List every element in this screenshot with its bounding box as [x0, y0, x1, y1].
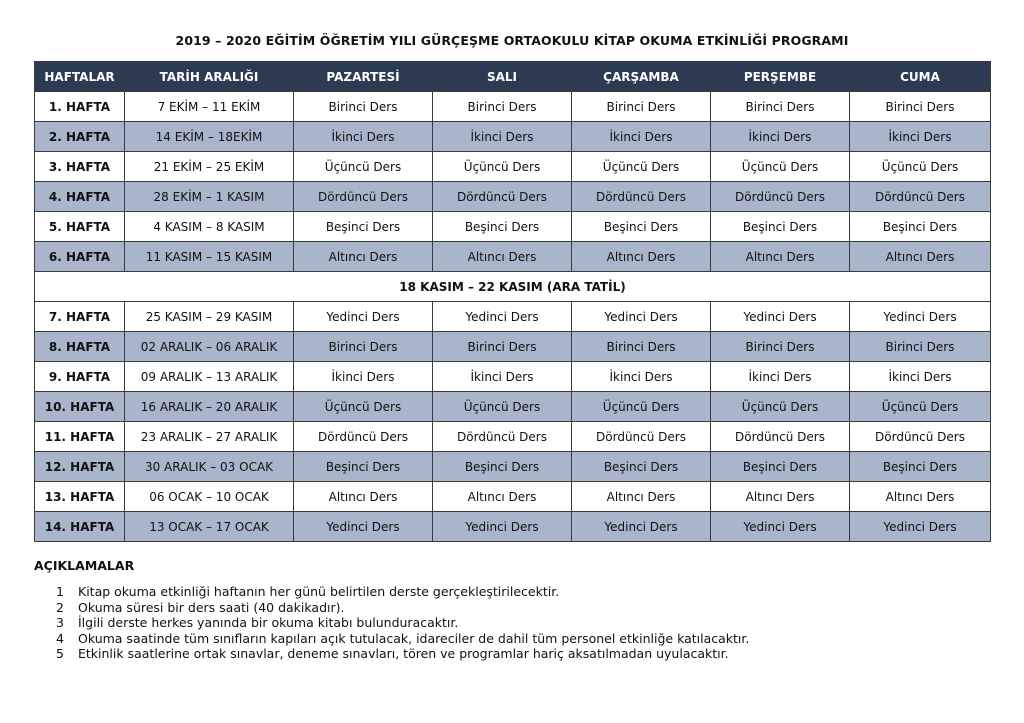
week-cell: 6. HAFTA: [35, 242, 125, 272]
date-range-cell: 02 ARALIK – 06 ARALIK: [125, 332, 294, 362]
date-range-cell: 7 EKİM – 11 EKİM: [125, 92, 294, 122]
table-row: [35, 212, 991, 242]
lesson-cell-monday: Dördüncü Ders: [294, 182, 433, 212]
lesson-cell-monday: Üçüncü Ders: [294, 152, 433, 182]
lesson-cell-wednesday: Üçüncü Ders: [572, 152, 711, 182]
lesson-cell-friday: Altıncı Ders: [850, 242, 991, 272]
table-row: [35, 182, 991, 212]
date-range-cell: 11 KASIM – 15 KASIM: [125, 242, 294, 272]
lesson-cell-wednesday: Birinci Ders: [572, 92, 711, 122]
lesson-cell-thursday: Dördüncü Ders: [711, 182, 850, 212]
column-header-friday: CUMA: [850, 62, 991, 92]
lesson-cell-monday: Beşinci Ders: [294, 212, 433, 242]
week-cell: 7. HAFTA: [35, 302, 125, 332]
lesson-cell-tuesday: Dördüncü Ders: [433, 182, 572, 212]
lesson-cell-monday: Altıncı Ders: [294, 482, 433, 512]
lesson-cell-friday: Yedinci Ders: [850, 512, 991, 542]
week-cell: 12. HAFTA: [35, 452, 125, 482]
column-header-weeks: HAFTALAR: [35, 62, 125, 92]
lesson-cell-tuesday: Beşinci Ders: [433, 452, 572, 482]
lesson-cell-wednesday: Yedinci Ders: [572, 512, 711, 542]
column-header-wednesday: ÇARŞAMBA: [572, 62, 711, 92]
week-cell: 10. HAFTA: [35, 392, 125, 422]
lesson-cell-friday: Üçüncü Ders: [850, 152, 991, 182]
table-row: [35, 422, 991, 452]
schedule-body-after-break: [35, 302, 991, 542]
lesson-cell-wednesday: Yedinci Ders: [572, 302, 711, 332]
lesson-cell-friday: Birinci Ders: [850, 332, 991, 362]
column-header-tuesday: SALI: [433, 62, 572, 92]
date-range-cell: 4 KASIM – 8 KASIM: [125, 212, 294, 242]
schedule-break: [35, 272, 991, 302]
note-text: Kitap okuma etkinliği haftanın her günü belirtilen derste gerçekleştirilecektir.: [78, 584, 560, 599]
date-range-cell: 09 ARALIK – 13 ARALIK: [125, 362, 294, 392]
table-row: [35, 512, 991, 542]
page-title: 2019 – 2020 EĞİTİM ÖĞRETİM YILI GÜRÇEŞME ORTAOKULU KİTAP OKUMA ETKİNLİĞİ PROGRAMI: [175, 33, 849, 48]
table-row: [35, 392, 991, 422]
lesson-cell-thursday: Yedinci Ders: [711, 302, 850, 332]
week-cell: 3. HAFTA: [35, 152, 125, 182]
note-number: 4: [56, 630, 64, 646]
lesson-cell-friday: Beşinci Ders: [850, 452, 991, 482]
lesson-cell-thursday: İkinci Ders: [711, 122, 850, 152]
lesson-cell-tuesday: Beşinci Ders: [433, 212, 572, 242]
week-cell: 1. HAFTA: [35, 92, 125, 122]
lesson-cell-monday: Altıncı Ders: [294, 242, 433, 272]
date-range-cell: 25 KASIM – 29 KASIM: [125, 302, 294, 332]
note-item: [56, 600, 749, 616]
note-item: [56, 584, 749, 600]
table-row: [35, 302, 991, 332]
note-text: Okuma saatinde tüm sınıfların kapıları açık tutulacak, idareciler de dahil tüm personel etkinliğe katılacaktır.: [78, 630, 750, 646]
lesson-cell-thursday: Altıncı Ders: [711, 482, 850, 512]
table-header-row: [35, 62, 991, 92]
lesson-cell-monday: Birinci Ders: [294, 92, 433, 122]
column-header-thursday: PERŞEMBE: [711, 62, 850, 92]
table-row: [35, 362, 991, 392]
lesson-cell-monday: Üçüncü Ders: [294, 392, 433, 422]
lesson-cell-tuesday: Üçüncü Ders: [433, 392, 572, 422]
week-cell: 2. HAFTA: [35, 122, 125, 152]
note-text: İlgili derste herkes yanında bir okuma kitabı bulunduracaktır.: [78, 615, 459, 630]
date-range-cell: 21 EKİM – 25 EKİM: [125, 152, 294, 182]
note-item: [56, 646, 749, 662]
lesson-cell-wednesday: Üçüncü Ders: [572, 392, 711, 422]
week-cell: 5. HAFTA: [35, 212, 125, 242]
lesson-cell-tuesday: Birinci Ders: [433, 332, 572, 362]
lesson-cell-tuesday: Birinci Ders: [433, 92, 572, 122]
date-range-cell: 14 EKİM – 18EKİM: [125, 122, 294, 152]
table-row: [35, 242, 991, 272]
lesson-cell-tuesday: İkinci Ders: [433, 122, 572, 152]
table-row: [35, 92, 991, 122]
lesson-cell-monday: Birinci Ders: [294, 332, 433, 362]
note-number: 5: [56, 646, 64, 661]
lesson-cell-friday: Birinci Ders: [850, 92, 991, 122]
table-row: [35, 332, 991, 362]
week-cell: 9. HAFTA: [35, 362, 125, 392]
lesson-cell-tuesday: Dördüncü Ders: [433, 422, 572, 452]
lesson-cell-friday: Dördüncü Ders: [850, 182, 991, 212]
column-header-dates: TARİH ARALIĞI: [125, 62, 294, 92]
lesson-cell-friday: Altıncı Ders: [850, 482, 991, 512]
note-text: Okuma süresi bir ders saati (40 dakikadır).: [78, 599, 345, 615]
lesson-cell-monday: Beşinci Ders: [294, 452, 433, 482]
date-range-cell: 16 ARALIK – 20 ARALIK: [125, 392, 294, 422]
note-number: 2: [56, 599, 64, 615]
notes-title: AÇIKLAMALAR: [34, 558, 135, 573]
lesson-cell-monday: İkinci Ders: [294, 362, 433, 392]
lesson-cell-friday: Üçüncü Ders: [850, 392, 991, 422]
week-cell: 8. HAFTA: [35, 332, 125, 362]
lesson-cell-wednesday: Beşinci Ders: [572, 212, 711, 242]
week-cell: 4. HAFTA: [35, 182, 125, 212]
lesson-cell-thursday: Beşinci Ders: [711, 212, 850, 242]
table-row: [35, 452, 991, 482]
week-cell: 13. HAFTA: [35, 482, 125, 512]
lesson-cell-friday: İkinci Ders: [850, 362, 991, 392]
lesson-cell-wednesday: Birinci Ders: [572, 332, 711, 362]
lesson-cell-friday: Yedinci Ders: [850, 302, 991, 332]
week-cell: 14. HAFTA: [35, 512, 125, 542]
lesson-cell-thursday: Üçüncü Ders: [711, 152, 850, 182]
lesson-cell-monday: Dördüncü Ders: [294, 422, 433, 452]
date-range-cell: 06 OCAK – 10 OCAK: [125, 482, 294, 512]
lesson-cell-thursday: Yedinci Ders: [711, 512, 850, 542]
schedule-body-before-break: [35, 92, 991, 272]
break-label: 18 KASIM – 22 KASIM (ARA TATİL): [35, 272, 991, 302]
lesson-cell-thursday: Birinci Ders: [711, 332, 850, 362]
lesson-cell-wednesday: Beşinci Ders: [572, 452, 711, 482]
lesson-cell-monday: İkinci Ders: [294, 122, 433, 152]
lesson-cell-thursday: Altıncı Ders: [711, 242, 850, 272]
lesson-cell-wednesday: Altıncı Ders: [572, 482, 711, 512]
schedule-table: [34, 61, 991, 542]
date-range-cell: 23 ARALIK – 27 ARALIK: [125, 422, 294, 452]
lesson-cell-tuesday: Yedinci Ders: [433, 512, 572, 542]
lesson-cell-friday: Beşinci Ders: [850, 212, 991, 242]
date-range-cell: 28 EKİM – 1 KASIM: [125, 182, 294, 212]
lesson-cell-tuesday: Altıncı Ders: [433, 482, 572, 512]
note-number: 3: [56, 615, 64, 630]
lesson-cell-wednesday: Dördüncü Ders: [572, 422, 711, 452]
lesson-cell-wednesday: İkinci Ders: [572, 362, 711, 392]
note-text: Etkinlik saatlerine ortak sınavlar, deneme sınavları, tören ve programlar hariç aksatılmadan uyulacaktır.: [78, 646, 729, 661]
lesson-cell-monday: Yedinci Ders: [294, 302, 433, 332]
note-number: 1: [56, 584, 64, 599]
lesson-cell-thursday: Dördüncü Ders: [711, 422, 850, 452]
date-range-cell: 13 OCAK – 17 OCAK: [125, 512, 294, 542]
lesson-cell-wednesday: Dördüncü Ders: [572, 182, 711, 212]
note-item: [56, 615, 749, 631]
lesson-cell-friday: İkinci Ders: [850, 122, 991, 152]
lesson-cell-thursday: Birinci Ders: [711, 92, 850, 122]
date-range-cell: 30 ARALIK – 03 OCAK: [125, 452, 294, 482]
lesson-cell-monday: Yedinci Ders: [294, 512, 433, 542]
break-row: [35, 272, 991, 302]
lesson-cell-tuesday: İkinci Ders: [433, 362, 572, 392]
table-row: [35, 152, 991, 182]
lesson-cell-friday: Dördüncü Ders: [850, 422, 991, 452]
column-header-monday: PAZARTESİ: [294, 62, 433, 92]
lesson-cell-thursday: Beşinci Ders: [711, 452, 850, 482]
table-row: [35, 482, 991, 512]
week-cell: 11. HAFTA: [35, 422, 125, 452]
lesson-cell-wednesday: İkinci Ders: [572, 122, 711, 152]
lesson-cell-thursday: İkinci Ders: [711, 362, 850, 392]
lesson-cell-wednesday: Altıncı Ders: [572, 242, 711, 272]
lesson-cell-thursday: Üçüncü Ders: [711, 392, 850, 422]
lesson-cell-tuesday: Altıncı Ders: [433, 242, 572, 272]
lesson-cell-tuesday: Üçüncü Ders: [433, 152, 572, 182]
lesson-cell-tuesday: Yedinci Ders: [433, 302, 572, 332]
notes-list: [56, 584, 749, 662]
note-item: [56, 631, 749, 647]
table-row: [35, 122, 991, 152]
